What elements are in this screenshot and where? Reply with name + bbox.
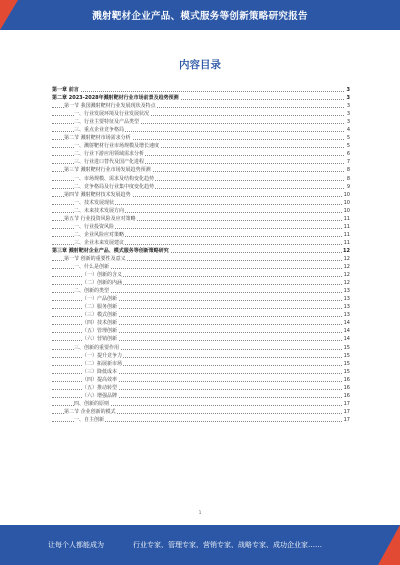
toc-entry-page: 14 <box>343 328 350 335</box>
toc-entry-label: 一、溅射靶材行业市场规模及增长速度 <box>74 143 160 150</box>
toc-entry-label: 一、什么是创新 <box>74 264 110 271</box>
toc-entry[interactable] <box>52 311 350 319</box>
toc-entry[interactable] <box>52 319 350 327</box>
toc-entry-page: 17 <box>343 408 350 415</box>
toc-entry-page: 13 <box>343 296 350 303</box>
toc-entry-page: 5 <box>346 143 350 150</box>
toc-entry-page: 15 <box>343 360 350 367</box>
page-number: 1 <box>198 511 202 516</box>
toc-entry-label: 第一节 我国溅射靶材行业发展现状及特点 <box>64 103 156 110</box>
toc-entry-label: 第三节 溅射靶材行业市场发展趋势预测 <box>64 167 151 174</box>
toc-heading: 内容目录 <box>179 59 221 71</box>
toc-entry-label: （四）提高效率 <box>82 376 118 383</box>
dot-leader <box>52 91 344 92</box>
toc-entry[interactable] <box>52 255 350 263</box>
toc-entry-label: 第五节 行业投资风险及应对策略 <box>64 215 136 222</box>
toc-entry-page: 9 <box>346 183 350 190</box>
toc-entry-page: 13 <box>343 312 350 319</box>
toc-entry-page: 12 <box>343 280 350 287</box>
toc-entry[interactable] <box>52 231 350 239</box>
toc-entry-label: （三）降低成本 <box>82 368 118 375</box>
toc-entry-label: 第一章 前言 <box>52 87 79 93</box>
toc-entry[interactable] <box>52 110 350 118</box>
toc-entry-label: （二）服务创新 <box>82 304 118 311</box>
toc-entry[interactable] <box>52 207 350 215</box>
toc-entry-page: 3 <box>346 111 350 118</box>
toc-entry[interactable] <box>52 126 350 134</box>
toc-entry[interactable] <box>52 408 350 416</box>
toc-entry[interactable] <box>52 344 350 352</box>
toc-entry[interactable] <box>52 199 350 207</box>
toc-entry[interactable] <box>52 239 350 247</box>
toc-entry-page: 5 <box>346 135 350 142</box>
toc-entry[interactable] <box>52 327 350 335</box>
toc-entry[interactable] <box>52 335 350 343</box>
toc-entry-label: 一、市场规模、需求及结构变化趋势 <box>74 175 155 182</box>
toc-entry-page: 11 <box>343 215 350 222</box>
toc-entry[interactable] <box>52 86 350 94</box>
header-banner <box>0 0 400 30</box>
toc-entry-label: 一、自主创新 <box>74 416 105 423</box>
toc-entry-label: 二、创新的类型 <box>74 288 110 295</box>
toc-entry[interactable] <box>52 94 350 102</box>
toc-entry[interactable] <box>52 215 350 223</box>
toc-entry-page: 8 <box>346 167 350 174</box>
toc-entry-label: 一、行业投资风险 <box>74 223 115 230</box>
toc-entry[interactable] <box>52 416 350 424</box>
toc-entry-label: 三、企业未来发展建议 <box>74 239 125 246</box>
toc-entry-label: 第二章 2023-2028年溅射靶材行业市场前景及趋势预测 <box>52 95 179 102</box>
toc-entry-label: 二、行业主要特征及产品类型 <box>74 119 140 126</box>
toc-entry[interactable] <box>52 263 350 271</box>
toc-entry-page: 12 <box>343 264 350 271</box>
toc-entry-label: 第二节 企业创新的模式 <box>64 408 116 415</box>
toc-entry-page: 3 <box>346 119 350 126</box>
toc-entry-label: 三、行业进口替代及国产化进程 <box>74 159 145 166</box>
toc-entry-page: 14 <box>343 320 350 327</box>
toc-entry-page: 11 <box>343 223 350 230</box>
toc-entry[interactable] <box>52 376 350 384</box>
toc-entry-page: 8 <box>346 175 350 182</box>
toc-entry-label: 二、竞争格局及行业集中度变化趋势 <box>74 183 155 190</box>
toc-entry-page: 16 <box>343 376 350 383</box>
footer-accent-triangle <box>378 525 400 565</box>
toc-entry[interactable] <box>52 400 350 408</box>
toc-entry[interactable] <box>52 271 350 279</box>
toc-entry-page: 14 <box>343 336 350 343</box>
toc-entry-label: 第一节 创新的重要性及意义 <box>64 255 126 262</box>
toc-entry-label: 第二节 溅射靶材市场需求分析 <box>64 135 131 142</box>
toc-entry-page: 12 <box>343 255 350 262</box>
toc-entry-page: 10 <box>343 207 350 214</box>
toc-entry[interactable] <box>52 183 350 191</box>
toc-entry-page: 16 <box>343 384 350 391</box>
toc-entry-page: 12 <box>343 247 350 254</box>
toc-entry[interactable] <box>52 384 350 392</box>
toc-entry-page: 3 <box>346 87 350 93</box>
toc-entry-page: 13 <box>343 304 350 311</box>
toc-entry[interactable] <box>52 303 350 311</box>
toc-entry[interactable] <box>52 102 350 110</box>
toc-entry-page: 10 <box>343 191 350 198</box>
toc-entry-label: （一）创新的含义 <box>82 272 123 279</box>
toc-entry[interactable] <box>52 279 350 287</box>
toc-entry[interactable] <box>52 166 350 174</box>
footer-banner <box>0 525 400 565</box>
toc-entry-label: 四、创新的原则 <box>74 400 110 407</box>
table-of-contents <box>52 86 350 424</box>
toc-entry-label: 二、企业风险应对策略 <box>74 231 125 238</box>
toc-entry[interactable] <box>52 175 350 183</box>
toc-entry-label: 三、创新的重要作用 <box>74 344 120 351</box>
toc-entry[interactable] <box>52 142 350 150</box>
toc-entry-label: （一）提升竞争力 <box>82 352 123 359</box>
toc-entry-page: 3 <box>346 103 350 110</box>
toc-entry-page: 4 <box>346 127 350 134</box>
toc-entry-label: （六）营销创新 <box>82 336 118 343</box>
toc-entry-page: 17 <box>343 416 350 423</box>
toc-entry-label: 三、重点企业竞争格局 <box>74 127 125 134</box>
toc-entry[interactable] <box>52 295 350 303</box>
toc-entry-page: 15 <box>343 344 350 351</box>
toc-entry-label: 二、行业下游应用领域需求分析 <box>74 151 145 158</box>
toc-entry-page: 12 <box>343 272 350 279</box>
report-title: 溅射靶材企业产品、模式服务等创新策略研究报告 <box>92 11 308 22</box>
toc-entry-label: 一、技术发展现状 <box>74 199 115 206</box>
toc-entry[interactable] <box>52 392 350 400</box>
toc-entry-label: （二）创新的内涵 <box>82 280 123 287</box>
toc-entry-page: 10 <box>343 199 350 206</box>
toc-entry-label: 二、未来技术发展方向 <box>74 207 125 214</box>
toc-entry-page: 17 <box>343 400 350 407</box>
toc-entry-page: 6 <box>346 151 350 158</box>
toc-entry[interactable] <box>52 223 350 231</box>
toc-entry[interactable] <box>52 118 350 126</box>
toc-entry-label: （三）模式创新 <box>82 312 118 319</box>
toc-entry-page: 16 <box>343 392 350 399</box>
toc-entry-label: （五）管理创新 <box>82 328 118 335</box>
toc-entry-label: 第三章 溅射靶材企业产品、模式服务等创新策略研究 <box>52 247 169 254</box>
toc-entry[interactable] <box>52 352 350 360</box>
toc-entry-page: 15 <box>343 352 350 359</box>
toc-entry-page: 11 <box>343 239 350 246</box>
toc-entry-page: 3 <box>346 95 350 102</box>
toc-entry[interactable] <box>52 368 350 376</box>
toc-entry-label: 一、行业发展环境及行业发展状况 <box>74 111 150 118</box>
footer-tagline: 行业专家、管理专家、营销专家、战略专家、成功企业家…… <box>133 541 322 549</box>
toc-entry[interactable] <box>52 191 350 199</box>
toc-entry-label: 第四节 溅射靶材技术发展趋势 <box>64 191 131 198</box>
toc-entry-page: 11 <box>343 231 350 238</box>
toc-entry[interactable] <box>52 247 350 255</box>
toc-entry-page: 15 <box>343 368 350 375</box>
toc-entry-label: （五）推动转型 <box>82 384 118 391</box>
toc-entry[interactable] <box>52 134 350 142</box>
toc-entry-page: 13 <box>343 288 350 295</box>
toc-entry[interactable] <box>52 360 350 368</box>
toc-entry-label: （一）产品创新 <box>82 296 118 303</box>
toc-entry[interactable] <box>52 287 350 295</box>
toc-entry-label: （四）技术创新 <box>82 320 118 327</box>
toc-entry[interactable] <box>52 150 350 158</box>
toc-entry[interactable] <box>52 158 350 166</box>
toc-entry-page: 7 <box>346 159 350 166</box>
toc-entry-label: （二）拓展新市场 <box>82 360 123 367</box>
toc-entry-label: （六）增强品牌 <box>82 392 118 399</box>
footer-slogan: 让每个人都能成为 <box>48 541 104 549</box>
